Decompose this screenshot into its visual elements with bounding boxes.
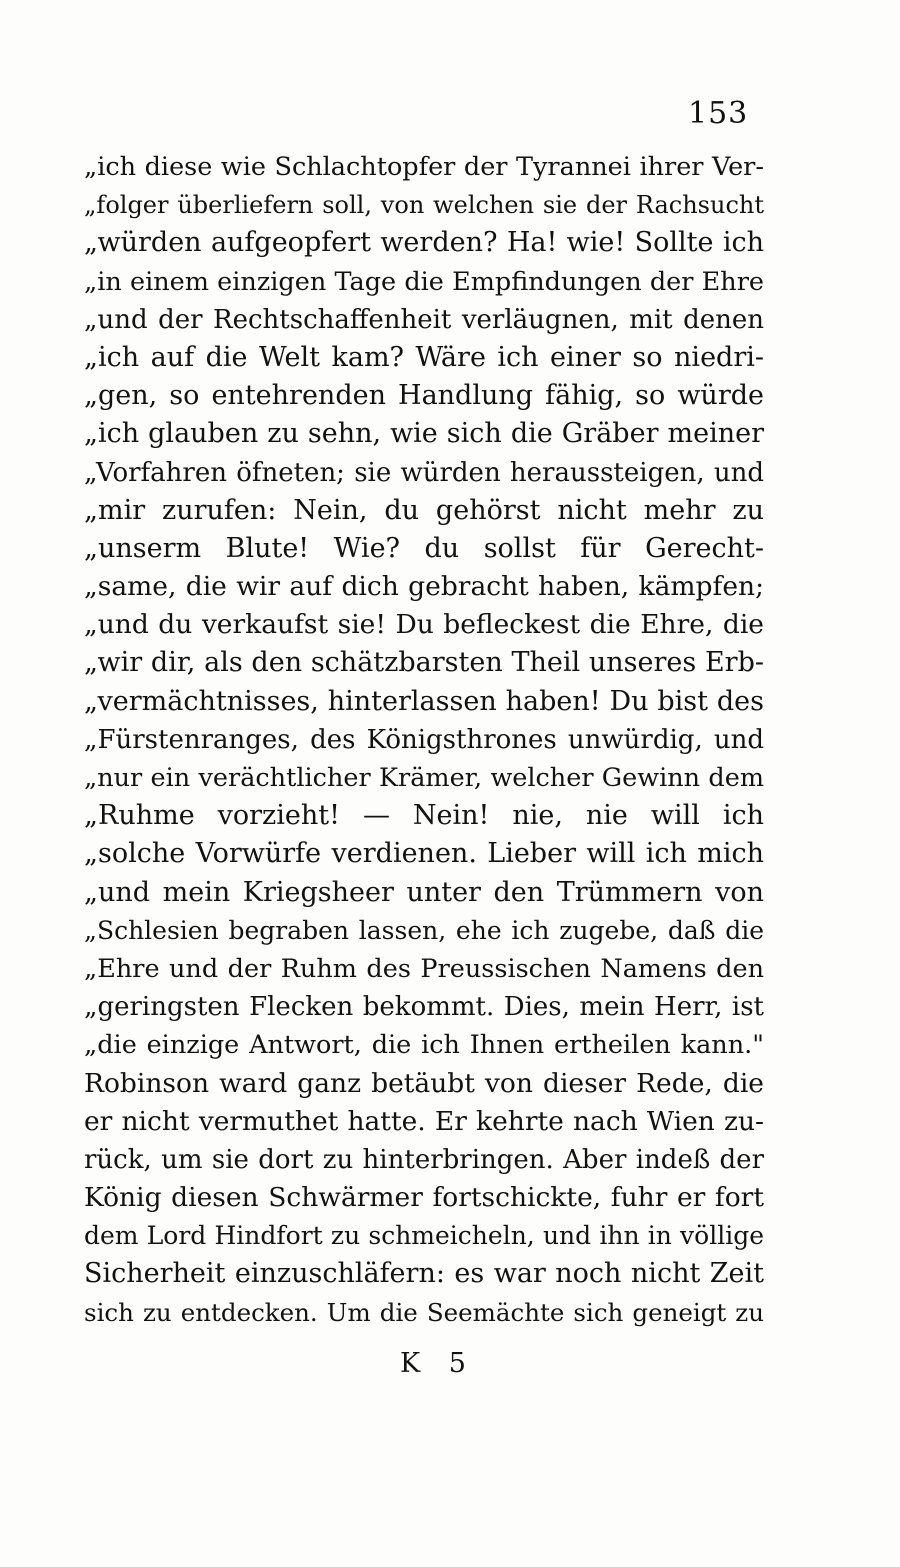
text-line: rück, um sie dort zu hinterbringen. Aber indeß der <box>84 1144 764 1175</box>
text-line: dem Lord Hindfort zu schmeicheln, und ihn in völlige <box>84 1221 764 1251</box>
text-line: „same, die wir auf dich gebracht haben, kämpfen; <box>84 571 764 603</box>
text-line: „Schlesien begraben lassen, ehe ich zugebe, daß die <box>84 915 764 945</box>
text-line: „nur ein verächtlicher Krämer, welcher Gewinn dem <box>84 763 764 793</box>
text-line: König diesen Schwärmer fortschickte, fuhr er fort <box>84 1182 764 1214</box>
text-line: „geringsten Flecken bekommt. Dies, mein Herr, ist <box>84 992 764 1023</box>
text-line: „wir dir, als den schätzbarsten Theil unseres Erb- <box>84 647 764 679</box>
text-line: „unserm Blute! Wie? du sollst für Gerecht- <box>84 532 764 564</box>
page-number: 153 <box>688 96 749 131</box>
text-line: „Vorfahren öfneten; sie würden heraussteigen, und <box>84 457 764 488</box>
text-line: Robinson ward ganz betäubt von dieser Rede, die <box>84 1067 764 1099</box>
text-line: „und mein Kriegsheer unter den Trümmern von <box>84 876 764 908</box>
text-line: „vermächtnisses, hinterlassen haben! Du bist des <box>84 685 764 717</box>
text-line: „in einem einzigen Tage die Empfindungen der Ehre <box>84 266 764 297</box>
body-text <box>84 148 764 1332</box>
text-line: „ich glauben zu sehn, wie sich die Gräber meiner <box>84 418 764 450</box>
text-line: „und der Rechtschaffenheit verläugnen, mit denen <box>84 304 764 335</box>
text-line: „folger überliefern soll, von welchen sie der Rachsucht <box>84 191 764 220</box>
text-line: „Ruhme vorzieht! — Nein! nie, nie will ich <box>84 800 764 832</box>
text-line: sich zu entdecken. Um die Seemächte sich geneigt zu <box>84 1297 764 1327</box>
text-line: „gen, so entehrenden Handlung fähig, so würde <box>84 380 764 412</box>
text-line: „solche Vorwürfe verdienen. Lieber will ich mich <box>84 838 764 870</box>
text-line: „ich diese wie Schlachtopfer der Tyrannei ihrer Ver- <box>84 152 764 182</box>
text-line: „die einzige Antwort, die ich Ihnen ertheilen kann." <box>84 1030 764 1061</box>
text-line: „mir zurufen: Nein, du gehörst nicht mehr zu <box>84 494 764 526</box>
text-line: „Fürstenranges, des Königsthrones unwürdig, und <box>84 724 764 755</box>
text-line: „würden aufgeopfert werden? Ha! wie! Sollte ich <box>84 227 764 259</box>
text-line: „Ehre und der Ruhm des Preussischen Namens den <box>84 953 764 984</box>
text-line: er nicht vermuthet hatte. Er kehrte nach Wien zu- <box>84 1105 764 1137</box>
text-line: Sicherheit einzuschläfern: es war noch nicht Zeit <box>84 1258 764 1290</box>
text-line: „ich auf die Welt kam? Wäre ich einer so niedri- <box>84 341 764 373</box>
text-line: „und du verkaufst sie! Du befleckest die Ehre, die <box>84 609 764 641</box>
signature-mark: K 5 <box>400 1348 476 1379</box>
